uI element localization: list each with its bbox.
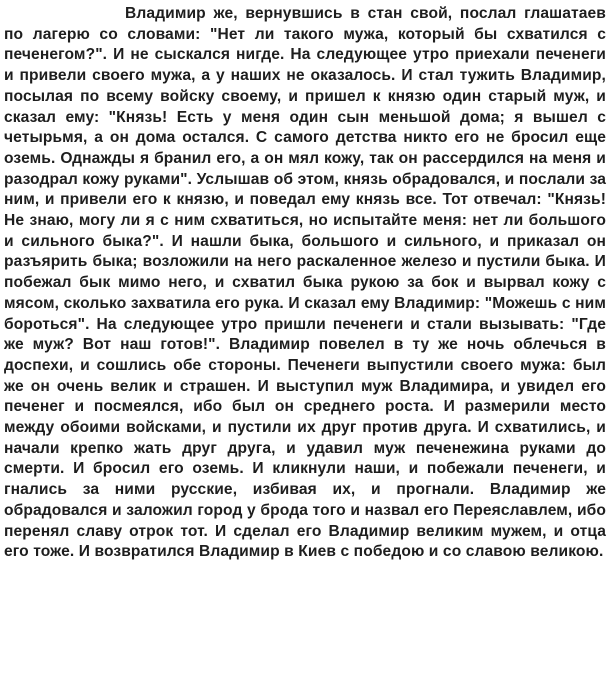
chronicle-paragraph: Владимир же, вернувшись в стан свой, послал глашатаев по лагерю со словами: "Нет ли такого мужа, который бы схватился с печенегом?". И не сыскался нигде. На следующее утро приехали печенеги и привели своего мужа, а у наших не оказалось. И стал тужить Владимир, посылая по всему войску своему, и пришел к князю один старый муж, и сказал ему: "Князь! Есть у меня один сын меньшой дома; я вышел с четырьмя, а он дома остался. С самого детства никто его не бросил еще оземь. Однажды я бранил его, а он мял кожу, так он рассердился на меня и разодрал кожу руками". Услышав об этом, князь обрадовался, и послали за ним, и привели его к князю, и поведал ему князь все. Тот отвечал: "Князь! Не знаю, могу ли я с ним схватиться, но испытайте меня: нет ли большого и сильного быка?". И нашли быка, большого и сильного, и приказал он разъярить быка; возложили на него раскаленное железо и пустили быка. И побежал бык мимо него, и схватил быка рукою за бок и вырвал кожу с мясом, сколько захватила его рука. И сказал ему Владимир: "Можешь с ним бороться". На следующее утро пришли печенеги и стали вызывать: "Где же муж? Вот наш готов!". Владимир повелел в ту же ночь облечься в доспехи, и сошлись обе стороны. Печенеги выпустили своего мужа: был же он очень велик и страшен. И выступил муж Владимира, и увидел его печенег и посмеялся, ибо был он среднего роста. И размерили место между обоими войсками, и пустили их друг против друга. И схватились, и начали крепко жать друг друга, и удавил муж печенежина руками до смерти. И бросил его оземь. И кликнули наши, и побежали печенеги, и гнались за ними русские, избивая их, и прогнали. Владимир же обрадовался и заложил город у брода того и назвал его Переяславлем, ибо перенял славу отрок тот. И сделал его Владимир великим мужем, и отца его тоже. И возвратился Владимир в Киев с победою и со славою великою. <box>4 5 606 561</box>
